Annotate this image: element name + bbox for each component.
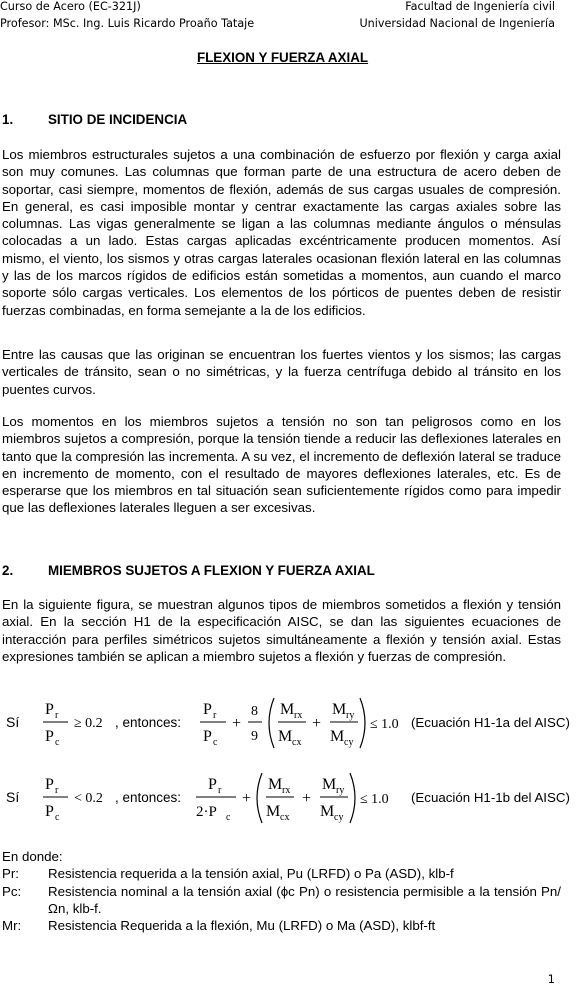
eq2-label: (Ecuación H1-1b del AISC) xyxy=(411,790,570,805)
svg-text:P: P xyxy=(203,701,212,718)
svg-text:M: M xyxy=(280,701,295,718)
header-professor: Profesor: MSc. Ing. Luis Ricardo Proaño Tataje xyxy=(0,17,255,30)
svg-text:< 0.2: < 0.2 xyxy=(74,791,103,806)
svg-text:8: 8 xyxy=(251,704,258,719)
eq2-si: Sí xyxy=(6,789,20,805)
eq1-label: (Ecuación H1-1a del AISC) xyxy=(411,715,570,730)
svg-text:≤ 1.0: ≤ 1.0 xyxy=(370,717,399,732)
svg-text:+: + xyxy=(302,790,312,807)
definitions-intro: En donde: xyxy=(2,849,63,864)
svg-text:M: M xyxy=(266,803,281,820)
svg-text:M: M xyxy=(330,728,345,745)
svg-text:rx: rx xyxy=(294,710,303,721)
svg-text:r: r xyxy=(213,710,217,721)
eq2-condition xyxy=(43,776,103,823)
svg-text:c: c xyxy=(55,737,60,748)
definition-row xyxy=(2,917,561,934)
svg-text:M: M xyxy=(278,728,293,745)
section-1-number: 1. xyxy=(2,112,14,127)
section-2-title: MIEMBROS SUJETOS A FLEXION Y FUERZA AXIAL xyxy=(48,563,375,578)
definition-text: Resistencia requerida a la tensión axial, Pu (LRFD) o Pa (ASD), klb-f xyxy=(48,866,454,882)
section-2-heading xyxy=(2,563,375,578)
svg-text:M: M xyxy=(268,776,283,793)
eq2-expression xyxy=(196,773,389,823)
header-faculty: Facultad de Ingeniería civil xyxy=(405,0,555,13)
svg-text:P: P xyxy=(203,728,212,745)
definitions xyxy=(2,848,561,934)
svg-text:c: c xyxy=(213,737,218,748)
section-1-paragraph-3: Los momentos en los miembros sujetos a tensión no son tan peligrosos como en los miembros sujetos a compresión, porque la tensión tiende a reducir las deflexiones laterales en tanto que la compresión las incrementa. A su vez, el incremento de deflexión lateral se traduce en incremento de momento, con el resultado de mayores deflexiones laterales, etc. Es de esperarse que los miembros en tal situación sean suficientemente rígidos como para impedir que las deflexiones laterales lleguen a ser excesivas. xyxy=(2,414,561,516)
svg-text:cx: cx xyxy=(292,737,302,748)
svg-text:cy: cy xyxy=(334,812,344,823)
definition-row xyxy=(2,883,561,918)
svg-text:cx: cx xyxy=(280,812,290,823)
definition-symbol: Pr: xyxy=(2,866,19,882)
definition-text: Resistencia Requerida a la flexión, Mu (LRFD) o Ma (ASD), klbf-ft xyxy=(48,918,436,934)
header-university: Universidad Nacional de Ingeniería xyxy=(359,17,555,30)
svg-text:c: c xyxy=(226,812,231,823)
header-course: Curso de Acero (EC-321J) xyxy=(0,0,141,13)
eq1-expression xyxy=(200,698,399,748)
svg-text:≤ 1.0: ≤ 1.0 xyxy=(360,792,389,807)
svg-text:P: P xyxy=(45,776,54,793)
eq2-entonces: , entonces: xyxy=(115,790,182,805)
definition-row xyxy=(2,865,561,882)
svg-text:P: P xyxy=(45,701,54,718)
definition-symbol: Pc: xyxy=(2,883,22,899)
eq1-condition xyxy=(43,701,103,748)
svg-text:≥ 0.2: ≥ 0.2 xyxy=(74,716,103,731)
section-2-number: 2. xyxy=(2,563,14,578)
eq1-si: Sí xyxy=(6,714,20,730)
svg-text:M: M xyxy=(332,701,347,718)
svg-text:r: r xyxy=(218,785,222,796)
svg-text:M: M xyxy=(320,803,335,820)
svg-text:cy: cy xyxy=(344,737,354,748)
page-number: 1 xyxy=(547,972,555,986)
svg-text:+: + xyxy=(242,790,252,807)
svg-text:r: r xyxy=(55,710,59,721)
section-2-paragraph: En la siguiente figura, se muestran algunos tipos de miembros sometidos a flexión y tensión axial. En la sección H1 de la especificación AISC, se dan las siguientes ecuaciones de interacción para perfiles simétricos sujetos simultáneamente a flexión y tensión axial. Estas expresiones también se aplican a miembro sujetos a flexión y fuerzas de compresión. xyxy=(2,597,561,664)
section-1-paragraph-2: Entre las causas que las originan se encuentran los fuertes vientos y los sismos; las cargas verticales de tránsito, sean o no simétricas, y la fuerza centrífuga debido al tránsito en los puentes curvos. xyxy=(2,347,561,397)
definition-text: Resistencia nominal a la tensión axial (ϕc Pn) o resistencia permisible a la tensión Pn/Ωn, klb-f. xyxy=(48,883,561,916)
svg-text:2·P: 2·P xyxy=(196,804,217,820)
svg-text:rx: rx xyxy=(282,785,291,796)
svg-text:M: M xyxy=(322,776,337,793)
svg-text:+: + xyxy=(232,715,242,732)
equation-h1-1a xyxy=(0,693,577,753)
svg-text:ry: ry xyxy=(336,785,345,796)
svg-text:ry: ry xyxy=(346,710,355,721)
definition-symbol: Mr: xyxy=(2,918,22,934)
equation-h1-1b xyxy=(0,768,577,828)
section-1-heading xyxy=(2,112,187,127)
svg-text:r: r xyxy=(55,785,59,796)
svg-text:9: 9 xyxy=(251,729,258,744)
eq1-entonces: , entonces: xyxy=(115,715,182,730)
svg-text:+: + xyxy=(312,715,322,732)
section-1-paragraph-1: Los miembros estructurales sujetos a una combinación de esfuerzo por flexión y carga axial son muy comunes. Las columnas que forman parte de una estructura de acero deben de soportar, casi siempre, momentos de flexión, además de sus cargas usuales de compresión. En general, es casi imposible montar y centrar exactamente las cargas axiales sobre las columnas. Las vigas generalmente se ligan a las columnas mediante ángulos o ménsulas colocadas a un lado. Estas cargas aplicadas excéntricamente producen momentos. Así mismo, el viento, los sismos y otras cargas laterales ocasionan flexión lateral en las columnas y las de los marcos rígidos de edificios están sometidas a momentos, aun cuando el marco soporte sólo cargas verticales. Los elementos de los pórticos de puentes deben de resistir fuerzas combinadas, en forma semejante a la de los edificios. xyxy=(2,147,561,318)
svg-text:P: P xyxy=(208,776,217,793)
document-title: FLEXION Y FUERZA AXIAL xyxy=(196,50,369,65)
svg-text:c: c xyxy=(55,812,60,823)
section-1-title: SITIO DE INCIDENCIA xyxy=(48,112,188,127)
svg-text:P: P xyxy=(45,728,54,745)
svg-text:P: P xyxy=(45,803,54,820)
